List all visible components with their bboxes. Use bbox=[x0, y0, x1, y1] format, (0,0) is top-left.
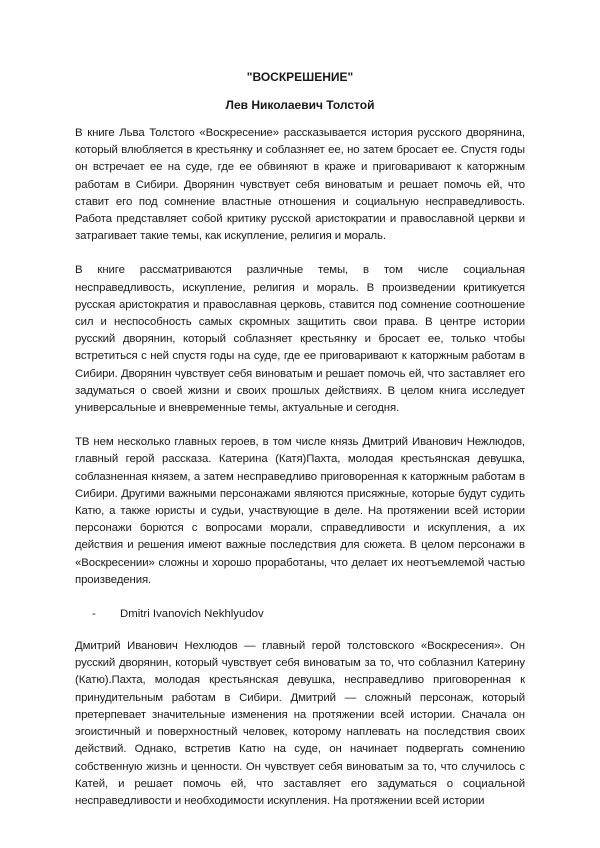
character-list bbox=[75, 606, 525, 623]
list-item: - Dmitri Ivanovich Nekhlyudov bbox=[75, 606, 525, 623]
paragraph-nekhlyudov: Дмитрий Иванович Нехлюдов — главный герой толстовского «Воскресения». Он русский дворянин, который чувствует себя виноватым за то, что соблазнил Катерину (Катю).Пахта, молодая крестьянская девушка, несправедливо приговоренная к принудительным работам в Сибири. Дмитрий — сложный персонаж, который претерпевает значительные изменения на протяжении всей истории. Сначала он эгоистичный и поверхностный человек, которому наплевать на последствия своих действий. Однако, встретив Катю на суде, он начинает подвергать сомнению собственную жизнь и ценности. Он чувствует себя виноватым за то, что случилось с Катей, и решает помочь ей, что заставляет его задуматься о социальной несправедливости и необходимости искупления. На протяжении всей истории bbox=[75, 640, 525, 807]
paragraph-themes: В книге рассматриваются различные темы, в том числе социальная несправедливость, искупление, религия и мораль. В произведении критикуется русская аристократия и православная церковь, ставится под сомнение соотношение сил и неспособность самых скромных защитить свои права. В центре истории русский дворянин, который соблазняет крестьянку и бросает ее, только чтобы встретиться с ней спустя годы на суде, где ее приговаривают к каторжным работам в Сибири. Дворянин чувствует себя виноватым и решает помочь ей, что заставляет его задуматься о своей жизни и своих прошлых действиях. В целом книга исследует универсальные и вневременные темы, актуальные и сегодня. bbox=[75, 264, 525, 415]
paragraph-intro: В книге Льва Толстого «Воскресение» рассказывается история русского дворянина, который влюбляется в крестьянку и соблазняет ее, но затем бросает ее. Спустя годы он встречает ее на суде, где ее обвиняют в краже и приговаривают к каторжным работам в Сибири. Дворянин чувствует себя виноватым и решает помочь ей, что ставит его под сомнение властные отношения и социальную несправедливость. Работа представляет собой критику русской аристократии и православной церкви и затрагивает такие темы, как искупление, религия и мораль. bbox=[75, 127, 525, 243]
paragraph-characters: ТВ нем несколько главных героев, в том числе князь Дмитрий Иванович Нежлюдов, главный герой рассказа. Катерина (Катя)Пахта, молодая крестьянская девушка, соблазненная князем, а затем несправедливо приговоренная к каторжным работам в Сибири. Другими важными персонажами являются присяжные, которые будут судить Катю, а также юристы и судьи, участвующие в деле. На протяжении всей истории персонажи борются с вопросами морали, справедливости и искупления, а их действия и решения имеют важные последствия для сюжета. В целом персонажи в «Воскресении» сложны и хорошо проработаны, что делает их неотъемлемой частью произведения. bbox=[75, 436, 525, 586]
document-title: "ВОСКРЕШЕНИЕ" bbox=[246, 70, 354, 84]
document-author: Лев Николаевич Толстой bbox=[225, 98, 375, 112]
